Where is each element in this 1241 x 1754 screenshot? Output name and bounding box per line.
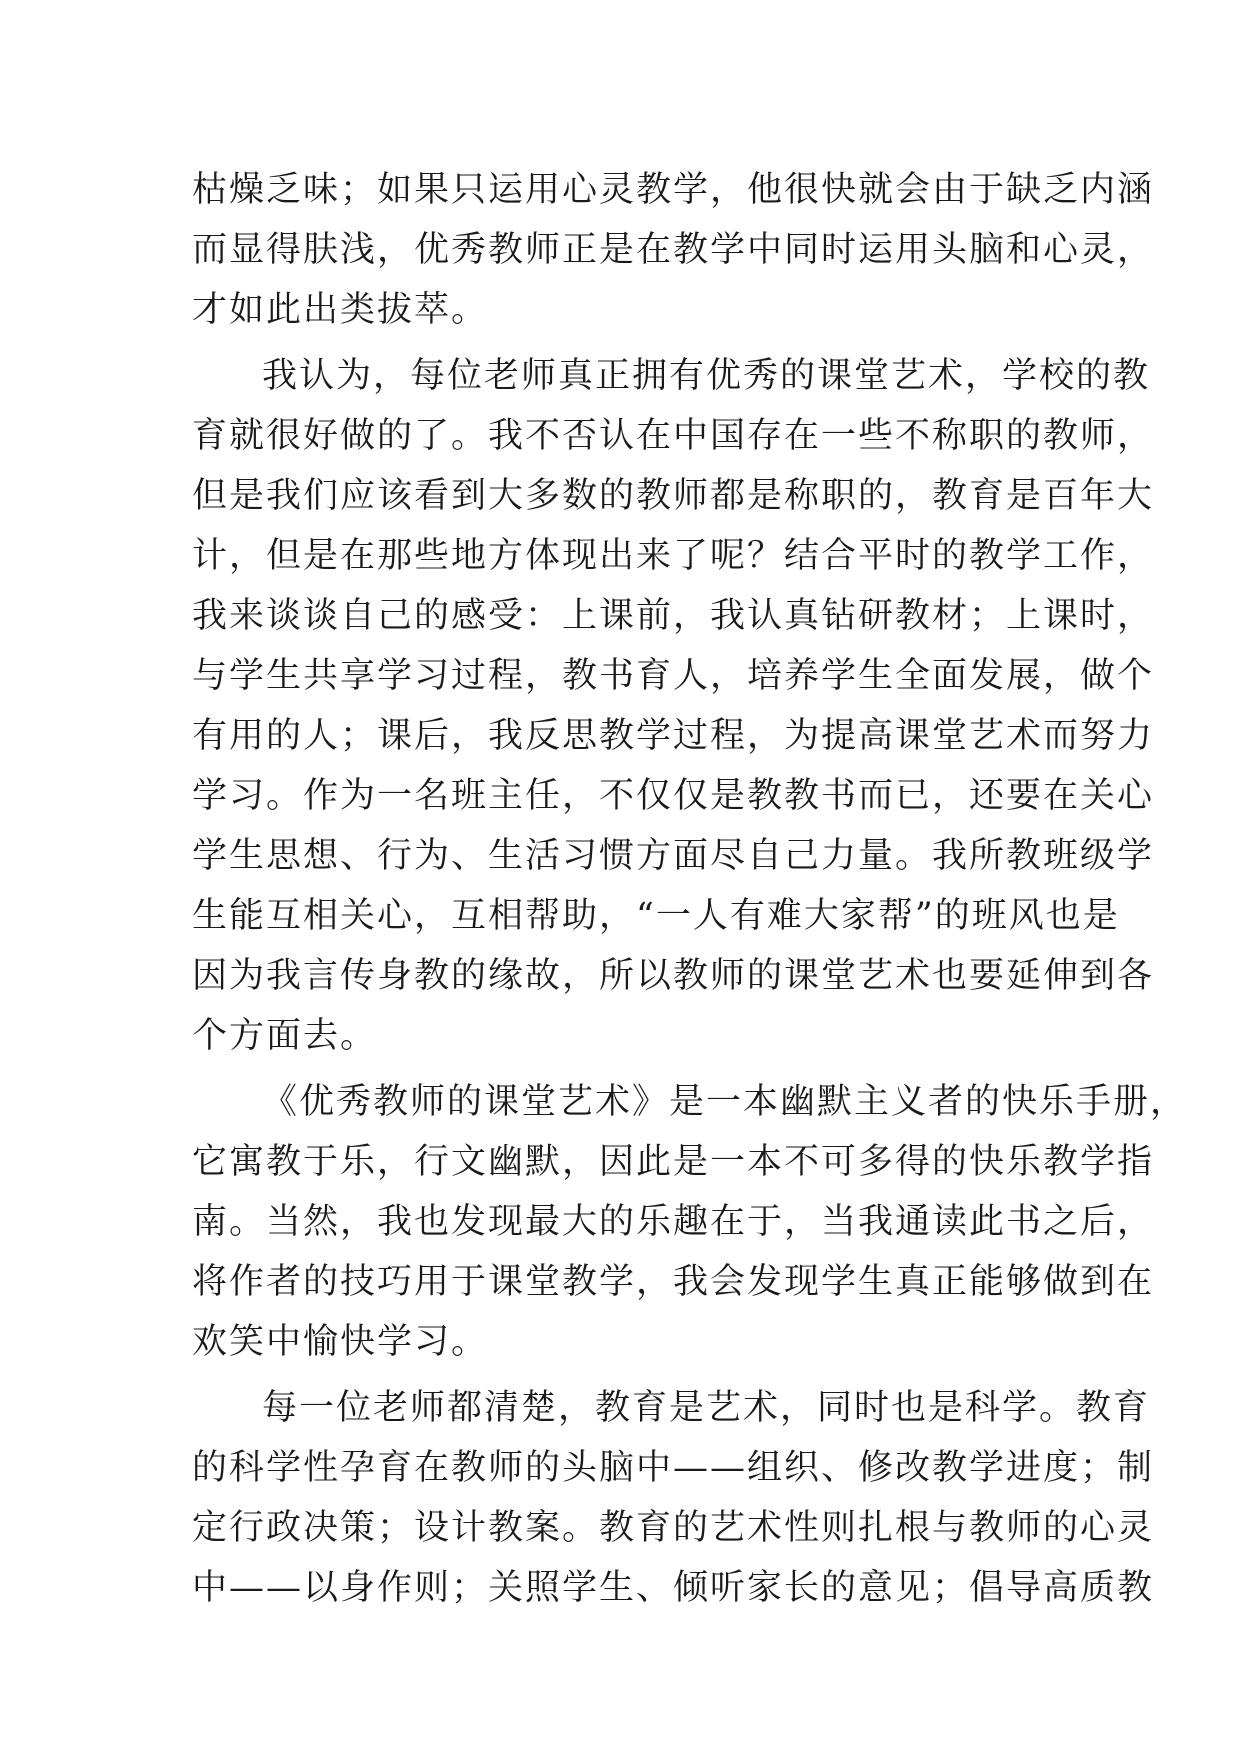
- text-line: 育就很好做的了。我不否认在中国存在一些不称职的教师，: [192, 416, 1155, 456]
- text-line: 个方面去。: [192, 1016, 378, 1056]
- text-line: 与学生共享学习过程，教书育人，培养学生全面发展，做个: [192, 656, 1155, 696]
- body-text: [192, 160, 1188, 1618]
- text-line: 学生思想、行为、生活习惯方面尽自己力量。我所教班级学: [192, 836, 1155, 876]
- text-line: 《优秀教师的课堂艺术》是一本幽默主义者的快乐手册，: [262, 1082, 1188, 1122]
- text-line: 将作者的技巧用于课堂教学，我会发现学生真正能够做到在: [192, 1262, 1155, 1302]
- text-line: 但是我们应该看到大多数的教师都是称职的，教育是百年大: [192, 476, 1155, 516]
- text-line: 学习。作为一名班主任，不仅仅是教教书而已，还要在关心: [192, 776, 1155, 816]
- text-line: 而显得肤浅，优秀教师正是在教学中同时运用头脑和心灵，: [192, 230, 1155, 270]
- text-line: 南。当然，我也发现最大的乐趣在于，当我通读此书之后，: [192, 1202, 1155, 1242]
- text-line: 生能互相关心，互相帮助，“一人有难大家帮”的班风也是: [192, 896, 1120, 936]
- text-line: 欢笑中愉快学习。: [192, 1322, 489, 1362]
- text-line: 的科学性孕育在教师的头脑中——组织、修改教学进度；制: [192, 1448, 1155, 1488]
- text-line: 才如此出类拔萃。: [192, 290, 489, 330]
- text-line: 每一位老师都清楚，教育是艺术，同时也是科学。教育: [262, 1388, 1151, 1428]
- text-line: 定行政决策；设计教案。教育的艺术性则扎根与教师的心灵: [192, 1508, 1155, 1548]
- text-line: 枯燥乏味；如果只运用心灵教学，他很快就会由于缺乏内涵: [192, 170, 1155, 210]
- text-line: 因为我言传身教的缘故，所以教师的课堂艺术也要延伸到各: [192, 956, 1155, 996]
- text-line: 中——以身作则；关照学生、倾听家长的意见；倡导高质教: [192, 1568, 1155, 1608]
- text-line: 它寓教于乐，行文幽默，因此是一本不可多得的快乐教学指: [192, 1142, 1155, 1182]
- text-line: 我来谈谈自己的感受：上课前，我认真钻研教材；上课时，: [192, 596, 1155, 636]
- text-line: 有用的人；课后，我反思教学过程，为提高课堂艺术而努力: [192, 716, 1155, 756]
- text-line: 计，但是在那些地方体现出来了呢？结合平时的教学工作，: [192, 536, 1155, 576]
- text-line: 我认为，每位老师真正拥有优秀的课堂艺术，学校的教: [262, 356, 1151, 396]
